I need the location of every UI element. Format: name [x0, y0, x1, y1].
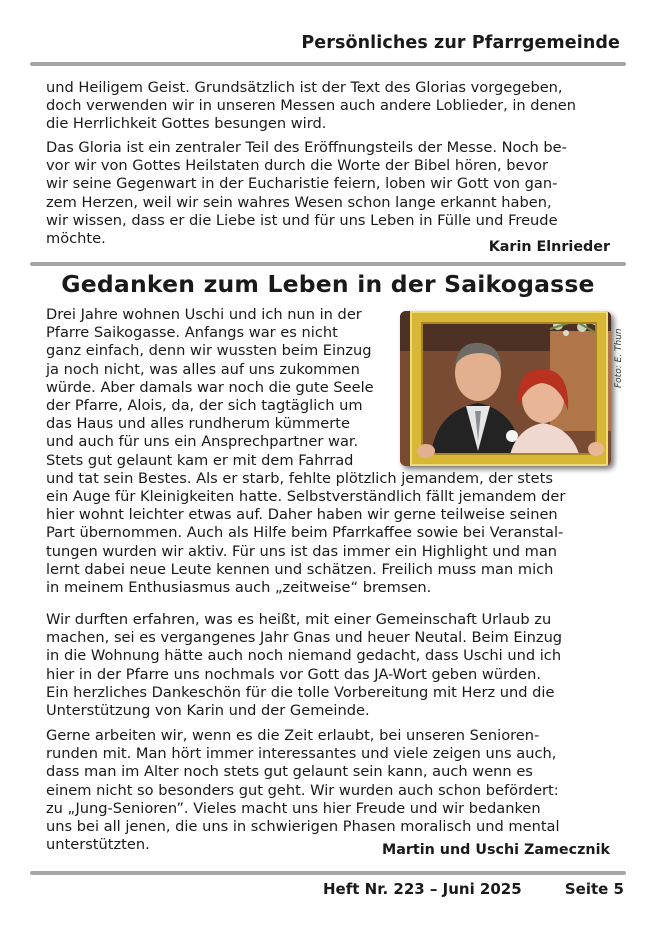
text-line: unterstützten. — [46, 836, 150, 854]
text-line: Drei Jahre wohnen Uschi und ich nun in der — [46, 306, 362, 323]
text-line: die Herrlichkeit Gottes besungen wird. — [46, 115, 327, 133]
article-title: Gedanken zum Leben in der Saikogasse — [61, 270, 595, 298]
page-number: Seite 5 — [564, 880, 624, 898]
intro-paragraph-1 — [46, 79, 614, 134]
intro-paragraph-2 — [46, 139, 614, 248]
text-line: einem nicht so besonders gut geht. Wir wurden auch schon befördert: — [46, 781, 559, 799]
text-line: hier in der Pfarre uns nochmals vor Gott das JA-Wort geben würden. — [46, 665, 541, 683]
text-line: machen, sei es vergangenes Jahr Gnas und heuer Neutal. Beim Einzug — [46, 629, 563, 647]
text-line: ja noch nicht, was alles auf uns zukommen — [46, 360, 360, 378]
text-line: Unterstützung von Karin und der Gemeinde. — [46, 702, 370, 720]
text-line: Part übernommen. Auch als Hilfe beim Pfarrkaffee sowie bei Veranstal- — [46, 524, 564, 542]
text-line: wir wissen, dass er die Liebe ist und für uns Leben in Fülle und Freude — [46, 211, 558, 229]
text-line: vor wir von Gottes Heilstaten durch die Worte der Bibel hören, bevor — [46, 157, 549, 175]
text-line: lernt dabei neue Leute kennen und schätzen. Freilich muss man mich — [46, 560, 554, 578]
text-line: Ein herzliches Dankeschön für die tolle Vorbereitung mit Herz und die — [46, 683, 555, 701]
text-line: uns bei all jenen, die uns in schwierigen Phasen moralisch und mental — [46, 818, 560, 836]
text-line: würde. Aber damals war noch die gute Seele — [46, 378, 374, 396]
text-line: Das Gloria ist ein zentraler Teil des Eröffnungsteils der Messe. Noch be- — [46, 139, 567, 156]
text-line: der Pfarre, Alois, da, der sich tagtäglich um — [46, 397, 363, 415]
article-author: Martin und Uschi Zamecznik — [381, 842, 610, 858]
photo-credit: Foto: E. Thun — [614, 328, 624, 388]
intro-author: Karin Elnrieder — [488, 239, 610, 255]
text-line: ganz einfach, denn wir wussten beim Einzug — [46, 342, 372, 360]
text-line: zem Herzen, weil wir sein wahres Wesen schon lange erkannt haben, — [46, 193, 552, 211]
text-line: und auch für uns ein Ansprechpartner war. — [46, 433, 359, 451]
header-divider — [30, 62, 626, 66]
text-line: und Heiligem Geist. Grundsätzlich ist der Text des Glorias vorgegeben, — [46, 79, 563, 96]
text-line: und tat sein Bestes. Als er starb, fehlte plötzlich jemandem, der stets — [46, 469, 553, 487]
article-paragraph-2 — [46, 611, 614, 720]
article-divider — [30, 262, 626, 266]
article-paragraph-1 — [46, 306, 614, 597]
section-title: Persönliches zur Pfarrgemeinde — [301, 33, 620, 53]
text-line: tungen wurden wir aktiv. Für uns ist das immer ein Highlight und man — [46, 542, 558, 560]
text-line: wir seine Gegenwart in der Eucharistie feiern, loben wir Gott von gan- — [46, 175, 558, 193]
article-paragraph-3 — [46, 727, 614, 854]
text-line: dass man im Alter noch stets gut gelaunt sein kann, auch wenn es — [46, 763, 533, 781]
footer-divider — [30, 871, 626, 875]
text-line: hier wohnt leichter etwas auf. Daher haben wir gerne teilweise seinen — [46, 506, 558, 524]
text-line: das Haus und alles rundherum kümmerte — [46, 415, 350, 433]
text-line: Stets gut gelaunt kam er mit dem Fahrrad — [46, 451, 354, 469]
text-line: Pfarre Saikogasse. Anfangs war es nicht — [46, 324, 338, 342]
text-line: runden mit. Man hört immer interessantes und viele zeigen uns auch, — [46, 745, 557, 763]
text-line: Wir durften erfahren, was es heißt, mit einer Gemeinschaft Urlaub zu — [46, 611, 552, 628]
text-line: in meinem Enthusiasmus auch „zeitweise“ bremsen. — [46, 579, 432, 597]
text-line: Gerne arbeiten wir, wenn es die Zeit erlaubt, bei unseren Senioren- — [46, 727, 540, 744]
text-line: in die Wohnung hätte auch noch niemand gedacht, dass Uschi und ich — [46, 647, 562, 665]
text-line: ein Auge für Kleinigkeiten hatte. Selbstverständlich fällt jemandem der — [46, 488, 566, 506]
text-line: möchte. — [46, 230, 106, 248]
text-line: zu „Jung-Senioren”. Vieles macht uns hier Freude und wir bedanken — [46, 799, 541, 817]
issue-label: Heft Nr. 223 – Juni 2025 — [323, 880, 522, 898]
text-line: doch verwenden wir in unseren Messen auch andere Loblieder, in denen — [46, 97, 577, 115]
